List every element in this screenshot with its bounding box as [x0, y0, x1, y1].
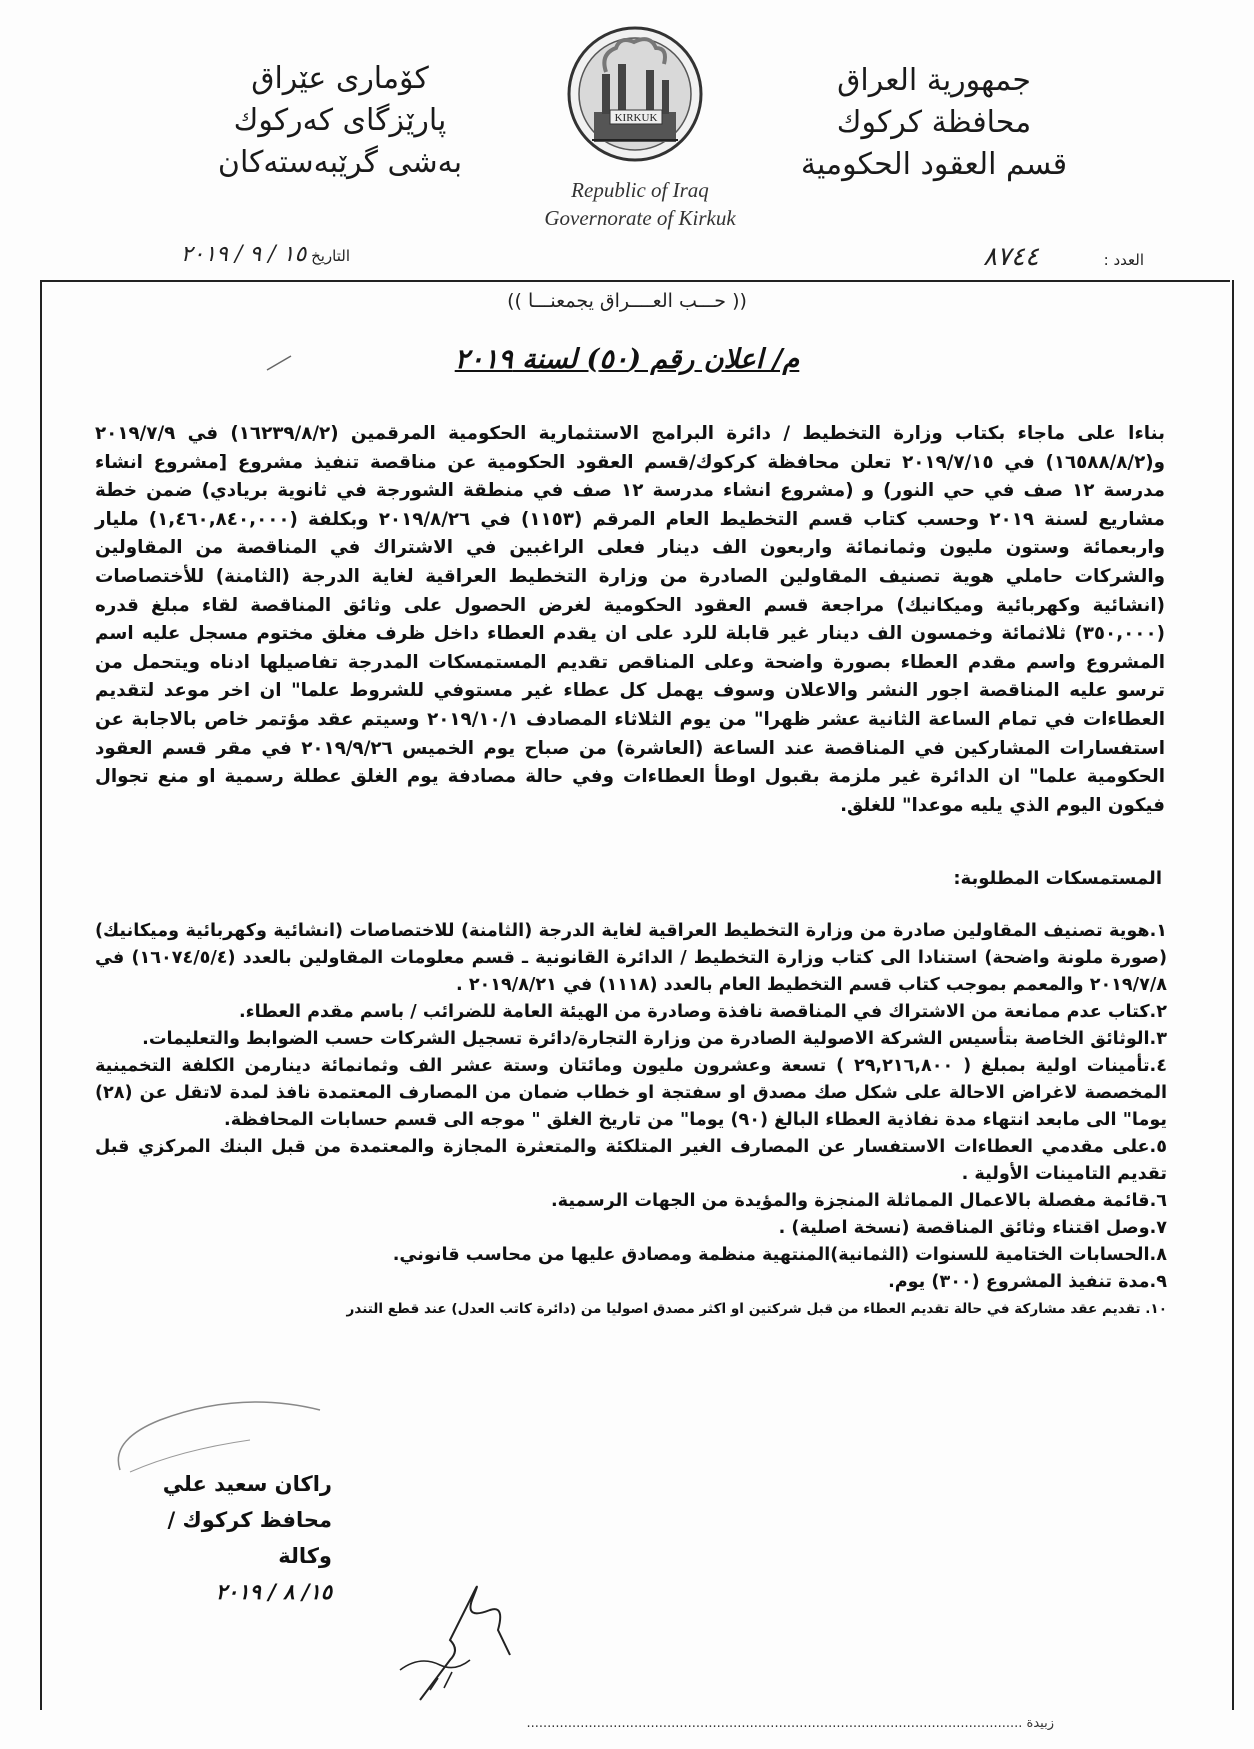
header-kurdish [160, 58, 520, 184]
requirement-item: ٩.مدة تنفيذ المشروع (٣٠٠) يوم. [888, 1272, 1167, 1292]
signature-date: ١٥/ ٨ / ٢٠١٩ [215, 1579, 332, 1604]
signatory-title: محافظ كركوك / وكالة [167, 1508, 332, 1568]
footer-note [214, 1716, 1054, 1731]
date-field [110, 242, 350, 267]
reference-number-field [844, 242, 1144, 272]
signature-block [112, 1466, 332, 1610]
requirement-item: ٦.قائمة مفصلة بالاعمال المماثلة المنجزة والمؤيدة من الجهات الرسمية. [551, 1191, 1167, 1211]
announcement-body: بناءا على ماجاء بكتاب وزارة التخطيط / دائرة البرامج الاستثمارية الحكومية المرقمين (١٦٢٣٩/٨/٢) في ٢٠١٩/٧/٩ و(١٦٥٨٨/٨/٢) في ٢٠١٩/٧/١٥ تعلن محافظة كركوك/قسم العقود الحكومية عن مناقصة تنفيذ مشروع [مشروع انشاء مدرسة ١٢ صف في حي النور) و (مشروع انشاء مدرسة ١٢ صف في منطقة الشورجة في ثانوية بريادي) ضمن خطة مشاريع لسنة ٢٠١٩ وحسب كتاب قسم التخطيط العام المرقم (١١٥٣) في ٢٠١٩/٨/٢٦ وبكلفة (١,٤٦٠,٨٤٠,٠٠٠) مليار واربعمائة وستون مليون وثمانمائة واربعون الف دينار فعلى الراغبين في الاشتراك في المناقصة من المقاولين والشركات حاملي هوية تصنيف المقاولين الصادرة من وزارة التخطيط العراقية لغاية الدرجة (الثامنة) للأختصاصات (انشائية وكهربائية وميكانيك) مراجعة قسم العقود الحكومية لغرض الحصول على وثائق المناقصة لقاء مبلغ قدره (٣٥٠,٠٠٠) ثلاثمائة وخمسون الف دينار غير قابلة للرد على ان يقدم العطاء داخل ظرف مغلق مختوم مسجل عليه اسم المشروع واسم مقدم العطاء بصورة واضحة وعلى المناقص تقديم المستمسكات المدرجة تفاصيلها ادناه ويتحمل من ترسو عليه المناقصة اجور النشر والاعلان وسوف يهمل كل عطاء غير مستوفي للشروط علما" ان اخر موعد لتقديم العطاءات في تمام الساعة الثانية عشر ظهرا" من يوم الثلاثاء المصادف ٢٠١٩/١٠/١ وسيتم عقد مؤتمر خاص بالاجابة عن استفسارات المشاركين في المناقصة عند الساعة (العاشرة) من صباح يوم الخميس ٢٠١٩/٩/٢٦ في مقر قسم العقود الحكومية علما" ان الدائرة غير ملزمة بقبول اوطأ العطاءات وفي حالة مصادفة يوم الغلق عطلة رسمية او منع تجوال فيكون اليوم الذي يليه موعدا" للغلق. [95, 423, 1165, 816]
header-english-line-2: Governorate of Kirkuk [544, 206, 736, 230]
requirement-item: ٥.على مقدمي العطاءات الاستفسار عن المصارف الغير المتلكئة والمتعثرة المجازة والمعتمدة من قبل البنك المركزي قبل تقديم التامينات الأولية . [95, 1137, 1167, 1184]
header-english-line-1: Republic of Iraq [571, 178, 709, 202]
header-kurdish-line-3: بەشی گرێبەستەکان [217, 145, 463, 180]
reference-number-label: العدد : [1103, 251, 1144, 269]
reference-number-value: ٨٧٤٤ [983, 242, 1039, 272]
pen-stroke-icon [265, 352, 295, 372]
requirement-item: ١.هوية تصنيف المقاولين صادرة من وزارة التخطيط العراقية لغاية الدرجة (الثامنة) للاختصاصات (انشائية وكهربائية وميكانيك) (صورة ملونة واضحة) استنادا الى كتاب وزارة التخطيط / الدائرة القانونية ـ قسم معلومات المقاولين بالعدد (١٦٠٧٤/٥/٤) في ٢٠١٩/٧/٨ والمعمم بموجب كتاب قسم التخطيط العام بالعدد (١١١٨) في ٢٠١٩/٨/٢١ . [95, 921, 1167, 995]
signature-swoosh-icon [100, 1380, 340, 1480]
requirement-item: ٨.الحسابات الختامية للسنوات (الثمانية)المنتهية منظمة ومصادق عليها من محاسب قانوني. [392, 1245, 1167, 1265]
requirements-title: المستمسكات المطلوبة: [953, 868, 1162, 889]
requirement-item: ٧.وصل اقتناء وثائق المناقصة (نسخة اصلية) . [778, 1218, 1167, 1238]
requirement-item: ١٠. تقديم عقد مشاركة في حالة تقديم العطاء من قبل شركتين او اكثر مصدق اصوليا من (دائرة كاتب العدل) عند قطع التندر [346, 1301, 1167, 1317]
requirements-list [95, 918, 1167, 1322]
requirement-item: ٤.تأمينات اولية بمبلغ ( ٢٩,٢١٦,٨٠٠ ) تسعة وعشرون مليون ومائتان وستة عشر الف وثمانمائة دينارمن الكلفة التخمينية المخصصة لاغراض الاحالة على شكل صك مصدق او سفتجة او خطاب ضمان من المصارف المعتمدة نافذ لمدة لاتقل عن (٢٨) يوما" الى مابعد انتهاء مدة نفاذية العطاء البالغ (٩٠) يوما" من تاريخ الغلق " موجه الى قسم حسابات المحافظة. [95, 1056, 1167, 1130]
header-kurdish-line-1: كۆمارى عێراق [251, 61, 429, 96]
header-arabic [754, 60, 1114, 186]
requirement-item: ٣.الوثائق الخاصة بتأسيس الشركة الاصولية الصادرة من وزارة التجارة/دائرة تسجيل الشركات حسب الضوابط والتعليمات. [142, 1029, 1167, 1049]
footer-dots: ........................................................................................................................ [526, 1716, 1023, 1731]
kirkuk-seal-icon [560, 14, 710, 174]
header-kurdish-line-2: پارێزگای کەرکوك [233, 103, 447, 138]
announcement-title: م/ اعلان رقم (٥٠) لسنة ٢٠١٩ [454, 344, 800, 375]
requirement-item: ٢.كتاب عدم ممانعة من الاشتراك في المناقصة نافذة وصادرة من الهيئة العامة للضرائب / باسم مقدم العطاء. [238, 1002, 1167, 1022]
slogan: (( حـــب العــــراق يجمعنـــا )) [507, 290, 747, 312]
handwritten-signature-icon [380, 1560, 540, 1710]
logo-label: KIRKUK [614, 112, 658, 124]
header-arabic-line-2: محافظة كركوك [836, 105, 1032, 140]
date-label: التاريخ [311, 247, 350, 265]
signatory-name: راكان سعيد علي [162, 1472, 332, 1496]
date-value: ١٥ / ٩ / ٢٠١٩ [180, 242, 307, 267]
header-arabic-line-3: قسم العقود الحكومية [800, 147, 1068, 182]
header-english [500, 176, 780, 232]
kirkuk-logo [560, 14, 710, 174]
footer-label: زبيدة [1026, 1716, 1054, 1731]
header-arabic-line-1: جمهورية العراق [837, 63, 1031, 98]
